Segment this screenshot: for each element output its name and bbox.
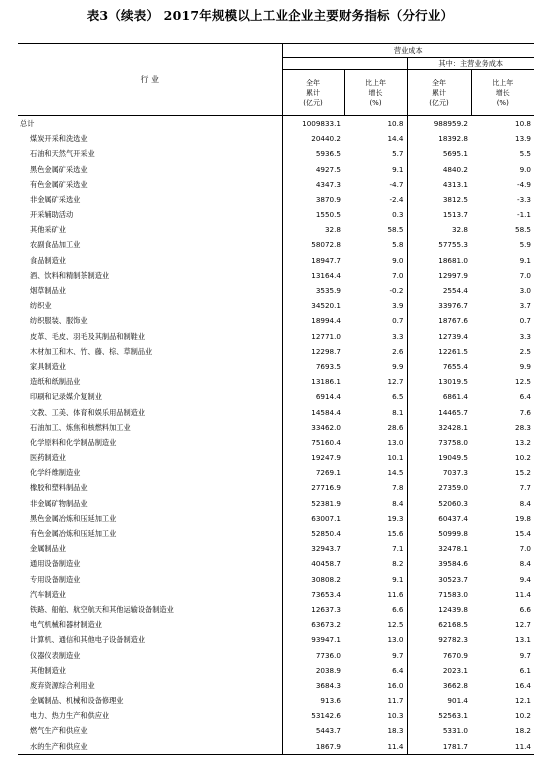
operating-cost-cumulative: 3870.9 [315,194,341,204]
table-row [18,724,534,739]
operating-cost-cumulative: 3535.9 [315,286,341,296]
operating-cost-growth: 15.6 [344,526,407,541]
main-business-cost-growth: 19.8 [515,513,532,523]
main-business-cost-cumulative: 39584.6 [438,559,468,569]
operating-cost-growth: -2.4 [344,192,407,207]
industry-name: 开采辅助活动 [18,207,282,222]
main-business-cost-cumulative: 32478.1 [438,544,468,554]
industry-name: 黑色金属冶炼和压延加工业 [18,511,282,526]
main-business-cost-cumulative: 2023.1 [442,665,468,675]
main-business-cost-growth: 11.4 [515,589,532,599]
operating-cost-growth: 6.4 [344,663,407,678]
main-business-cost-cumulative: 33976.7 [438,301,468,311]
main-business-cost-cumulative: 71583.0 [438,589,468,599]
table-row [18,587,534,602]
operating-cost-growth: 18.3 [344,724,407,739]
table-row [18,238,534,253]
operating-cost-growth: 12.5 [344,617,407,632]
operating-cost-growth: 9.9 [344,359,407,374]
main-business-cost-growth: 10.8 [515,118,532,128]
main-business-cost-cumulative: 32428.1 [438,422,468,432]
table-row [18,268,534,283]
main-business-cost-growth: 8.4 [519,559,532,569]
operating-cost-growth: 28.6 [344,420,407,435]
operating-cost-growth: 7.8 [344,481,407,496]
industry-name: 非金属矿采选业 [18,192,282,207]
industry-name: 木材加工和木、竹、藤、棕、草制品业 [18,344,282,359]
operating-cost-cumulative: 12298.7 [311,346,341,356]
industry-name: 金属制品业 [18,541,282,556]
industry-name: 化学纤维制造业 [18,465,282,480]
industry-name: 纺织业 [18,298,282,313]
main-business-cost-growth: 9.7 [519,650,532,660]
operating-cost-cumulative: 14584.4 [311,407,341,417]
table-row [18,481,534,496]
table-row [18,146,534,161]
table-row [18,541,534,556]
operating-cost-cumulative: 5936.5 [315,149,341,159]
industry-name: 农副食品加工业 [18,238,282,253]
header-main-business-cost: 其中：主营业务成本 [407,58,534,70]
industry-name: 通用设备制造业 [18,556,282,571]
operating-cost-cumulative: 7736.0 [315,650,341,660]
main-business-cost-cumulative: 7037.3 [442,468,468,478]
header-operating-cost: 营业成本 [282,44,534,58]
industry-name: 有色金属矿采选业 [18,177,282,192]
industry-name: 食品制造业 [18,253,282,268]
operating-cost-cumulative: 18947.7 [311,255,341,265]
operating-cost-growth: 11.7 [344,693,407,708]
main-business-cost-growth: 5.5 [519,149,532,159]
operating-cost-growth: 6.5 [344,389,407,404]
main-business-cost-growth: 16.4 [515,680,532,690]
main-business-cost-cumulative: 3812.5 [442,194,468,204]
operating-cost-cumulative: 19247.9 [311,453,341,463]
main-business-cost-growth: -4.9 [516,179,532,189]
main-business-cost-growth: -1.1 [516,210,532,220]
table-row [18,207,534,222]
main-business-cost-growth: 11.4 [471,739,534,755]
operating-cost-cumulative: 53142.6 [311,711,341,721]
industry-name: 黑色金属矿采选业 [18,162,282,177]
industry-name: 仪器仪表制造业 [18,648,282,663]
main-business-cost-growth: 15.2 [515,468,532,478]
industry-name: 计算机、通信和其他电子设备制造业 [18,632,282,647]
industry-name: 废弃资源综合利用业 [18,678,282,693]
operating-cost-cumulative: 4347.3 [315,179,341,189]
main-business-cost-cumulative: 3662.8 [442,680,468,690]
industry-name: 铁路、船舶、航空航天和其他运输设备制造业 [18,602,282,617]
industry-name: 专用设备制造业 [18,572,282,587]
table-row [18,648,534,663]
industry-name: 皮革、毛皮、羽毛及其制品和制鞋业 [18,329,282,344]
main-business-cost-cumulative: 12997.9 [438,270,468,280]
operating-cost-growth: 2.6 [344,344,407,359]
main-business-cost-cumulative: 73758.0 [438,437,468,447]
industry-name: 化学原料和化学制品制造业 [18,435,282,450]
operating-cost-cumulative: 34520.1 [311,301,341,311]
operating-cost-growth: 9.7 [344,648,407,663]
main-business-cost-cumulative: 988959.2 [433,118,468,128]
main-business-cost-cumulative: 2554.4 [442,286,468,296]
operating-cost-cumulative: 32943.7 [311,544,341,554]
main-business-cost-growth: 5.9 [519,240,532,250]
main-business-cost-growth: 2.5 [519,346,532,356]
main-business-cost-cumulative: 13019.5 [438,377,468,387]
industry-name: 金属制品、机械和设备修理业 [18,693,282,708]
operating-cost-growth: 10.1 [344,450,407,465]
header-growth-2: 比上年 增长 (%) [471,70,534,116]
operating-cost-cumulative: 20440.2 [311,134,341,144]
operating-cost-growth: -4.7 [344,177,407,192]
operating-cost-growth: 58.5 [344,222,407,237]
main-business-cost-cumulative: 32.8 [451,225,468,235]
operating-cost-cumulative: 33462.0 [311,422,341,432]
main-business-cost-cumulative: 5331.0 [442,726,468,736]
main-business-cost-cumulative: 7670.9 [442,650,468,660]
main-business-cost-cumulative: 50999.8 [438,529,468,539]
main-business-cost-growth: 12.1 [515,696,532,706]
operating-cost-growth: 9.0 [344,253,407,268]
main-business-cost-growth: 7.7 [519,483,532,493]
main-business-cost-growth: 28.3 [515,422,532,432]
main-business-cost-cumulative: 12439.8 [438,604,468,614]
main-business-cost-growth: 6.1 [519,665,532,675]
table-header [18,44,534,116]
operating-cost-cumulative: 73653.4 [311,589,341,599]
industry-name: 煤炭开采和洗选业 [18,131,282,146]
operating-cost-growth: 16.0 [344,678,407,693]
main-business-cost-cumulative: 52563.1 [438,711,468,721]
main-business-cost-growth: 7.0 [519,544,532,554]
operating-cost-growth: 19.3 [344,511,407,526]
main-business-cost-cumulative: 5695.1 [442,149,468,159]
operating-cost-growth: 8.2 [344,556,407,571]
industry-name: 有色金属冶炼和压延加工业 [18,526,282,541]
operating-cost-cumulative: 6914.4 [315,392,341,402]
operating-cost-cumulative: 27716.9 [311,483,341,493]
table-row [18,708,534,723]
main-business-cost-growth: 8.4 [519,498,532,508]
table-row [18,253,534,268]
main-business-cost-cumulative: 4313.1 [442,179,468,189]
table-row [18,420,534,435]
main-business-cost-cumulative: 92782.3 [438,635,468,645]
industry-name: 其他制造业 [18,663,282,678]
main-business-cost-cumulative: 52060.3 [438,498,468,508]
industry-name: 酒、饮料和精制茶制造业 [18,268,282,283]
table-row [18,693,534,708]
table-row [18,192,534,207]
header-industry: 行 业 [18,44,282,116]
operating-cost-growth: 3.3 [344,329,407,344]
operating-cost-cumulative: 3684.3 [315,680,341,690]
table-body [18,116,534,755]
table-row [18,632,534,647]
main-business-cost-cumulative: 57755.3 [438,240,468,250]
industry-name: 汽车制造业 [18,587,282,602]
operating-cost-cumulative: 93947.1 [311,635,341,645]
main-business-cost-growth: 12.7 [515,620,532,630]
main-business-cost-cumulative: 14465.7 [438,407,468,417]
operating-cost-cumulative: 63007.1 [311,513,341,523]
operating-cost-growth: 5.7 [344,146,407,161]
main-business-cost-growth: 10.2 [515,453,532,463]
main-business-cost-cumulative: 19049.5 [438,453,468,463]
table-row [18,663,534,678]
main-business-cost-growth: 7.6 [519,407,532,417]
operating-cost-cumulative: 75160.4 [311,437,341,447]
main-business-cost-cumulative: 27359.0 [438,483,468,493]
main-business-cost-cumulative: 60437.4 [438,513,468,523]
main-business-cost-cumulative: 12739.4 [438,331,468,341]
main-business-cost-growth: 18.2 [515,726,532,736]
main-business-cost-growth: 3.7 [519,301,532,311]
operating-cost-growth: 5.8 [344,238,407,253]
operating-cost-growth: 9.1 [344,572,407,587]
main-business-cost-cumulative: 18767.6 [438,316,468,326]
table-row [18,116,534,132]
operating-cost-growth: 7.1 [344,541,407,556]
operating-cost-cumulative: 32.8 [324,225,341,235]
table-row [18,298,534,313]
table-row [18,177,534,192]
industry-name: 橡胶和塑料制品业 [18,481,282,496]
main-business-cost-growth: 13.1 [515,635,532,645]
table-row [18,496,534,511]
operating-cost-cumulative: 13186.1 [311,377,341,387]
main-business-cost-growth: 6.6 [519,604,532,614]
main-business-cost-cumulative: 62168.5 [438,620,468,630]
operating-cost-cumulative: 13164.4 [311,270,341,280]
industry-name: 非金属矿物制品业 [18,496,282,511]
table-row [18,465,534,480]
operating-cost-growth: 9.1 [344,162,407,177]
operating-cost-growth: 0.7 [344,313,407,328]
table-row [18,344,534,359]
operating-cost-cumulative: 7693.5 [315,361,341,371]
operating-cost-cumulative: 1009833.1 [302,118,341,128]
main-business-cost-cumulative: 1781.7 [407,739,471,755]
industry-name: 印刷和记录媒介复制业 [18,389,282,404]
industry-name: 文教、工美、体育和娱乐用品制造业 [18,405,282,420]
main-business-cost-growth: 0.7 [519,316,532,326]
operating-cost-cumulative: 7269.1 [315,468,341,478]
main-business-cost-cumulative: 4840.2 [442,164,468,174]
operating-cost-growth: 10.3 [344,708,407,723]
industry-name: 总计 [18,116,282,132]
operating-cost-cumulative: 4927.5 [315,164,341,174]
industry-name: 燃气生产和供应业 [18,724,282,739]
industry-name: 纺织服装、服饰业 [18,313,282,328]
operating-cost-growth: 14.4 [344,131,407,146]
operating-cost-growth: 11.4 [344,739,407,755]
main-business-cost-cumulative: 18392.8 [438,134,468,144]
industry-name: 石油和天然气开采业 [18,146,282,161]
table-row [18,572,534,587]
operating-cost-growth: 0.3 [344,207,407,222]
industry-name: 造纸和纸制品业 [18,374,282,389]
table-row [18,435,534,450]
main-business-cost-growth: 9.0 [519,164,532,174]
operating-cost-cumulative: 40458.7 [311,559,341,569]
table-row [18,329,534,344]
table-row [18,222,534,237]
table-row [18,389,534,404]
industry-name: 电力、热力生产和供应业 [18,708,282,723]
header-cum-2: 全年 累计 (亿元) [407,70,471,116]
operating-cost-growth: 13.0 [344,632,407,647]
main-business-cost-cumulative: 1513.7 [442,210,468,220]
operating-cost-growth: 6.6 [344,602,407,617]
operating-cost-cumulative: 1867.9 [282,739,344,755]
operating-cost-cumulative: 2038.9 [315,665,341,675]
operating-cost-growth: 8.4 [344,496,407,511]
operating-cost-growth: 13.0 [344,435,407,450]
table-row [18,678,534,693]
main-business-cost-growth: 3.0 [519,286,532,296]
operating-cost-cumulative: 30808.2 [311,574,341,584]
main-business-cost-cumulative: 901.4 [447,696,468,706]
operating-cost-cumulative: 5443.7 [315,726,341,736]
operating-cost-cumulative: 58072.8 [311,240,341,250]
main-business-cost-growth: 7.0 [519,270,532,280]
operating-cost-growth: 8.1 [344,405,407,420]
industry-name: 医药制造业 [18,450,282,465]
main-business-cost-growth: 12.5 [515,377,532,387]
table-row [18,359,534,374]
industry-name: 电气机械和器材制造业 [18,617,282,632]
main-business-cost-cumulative: 12261.5 [438,346,468,356]
main-business-cost-growth: 13.9 [515,134,532,144]
industry-name: 家具制造业 [18,359,282,374]
table-row [18,617,534,632]
table-row [18,526,534,541]
main-business-cost-growth: 10.2 [515,711,532,721]
main-business-cost-growth: -3.3 [516,194,532,204]
industry-name: 石油加工、炼焦和核燃料加工业 [18,420,282,435]
table-row [18,131,534,146]
operating-cost-cumulative: 12771.0 [311,331,341,341]
main-business-cost-growth: 58.5 [515,225,532,235]
header-spacer [282,58,407,70]
operating-cost-cumulative: 913.6 [320,696,341,706]
table-row [18,450,534,465]
operating-cost-growth: 14.5 [344,465,407,480]
main-business-cost-cumulative: 18681.0 [438,255,468,265]
table-row [18,602,534,617]
main-business-cost-cumulative: 6861.4 [442,392,468,402]
operating-cost-cumulative: 1550.5 [315,210,341,220]
operating-cost-growth: 12.7 [344,374,407,389]
main-business-cost-cumulative: 7655.4 [442,361,468,371]
financial-indicators-table [18,43,534,755]
operating-cost-cumulative: 12637.3 [311,604,341,614]
operating-cost-cumulative: 52381.9 [311,498,341,508]
main-business-cost-growth: 9.1 [519,255,532,265]
page-title: 表3（续表） 2017年规模以上工业企业主要财务指标（分行业） [86,8,454,23]
main-business-cost-growth: 13.2 [515,437,532,447]
main-business-cost-cumulative: 30523.7 [438,574,468,584]
table-row [18,283,534,298]
main-business-cost-growth: 9.9 [519,361,532,371]
header-cum-1: 全年 累计 (亿元) [282,70,344,116]
main-business-cost-growth: 9.4 [519,574,532,584]
industry-name: 水的生产和供应业 [18,739,282,755]
table-row [18,374,534,389]
table-row [18,739,534,755]
industry-name: 烟草制品业 [18,283,282,298]
operating-cost-cumulative: 18994.4 [311,316,341,326]
operating-cost-cumulative: 52850.4 [311,529,341,539]
operating-cost-growth: 7.0 [344,268,407,283]
table-row [18,162,534,177]
table-row [18,313,534,328]
main-business-cost-growth: 15.4 [515,529,532,539]
table-row [18,511,534,526]
header-growth-1: 比上年 增长 (%) [344,70,407,116]
main-business-cost-growth: 3.3 [519,331,532,341]
operating-cost-growth: -0.2 [344,283,407,298]
industry-name: 其他采矿业 [18,222,282,237]
operating-cost-growth: 11.6 [344,587,407,602]
operating-cost-growth: 3.9 [344,298,407,313]
operating-cost-growth: 10.8 [344,116,407,132]
table-row [18,556,534,571]
main-business-cost-growth: 6.4 [519,392,532,402]
table-row [18,405,534,420]
operating-cost-cumulative: 63673.2 [311,620,341,630]
